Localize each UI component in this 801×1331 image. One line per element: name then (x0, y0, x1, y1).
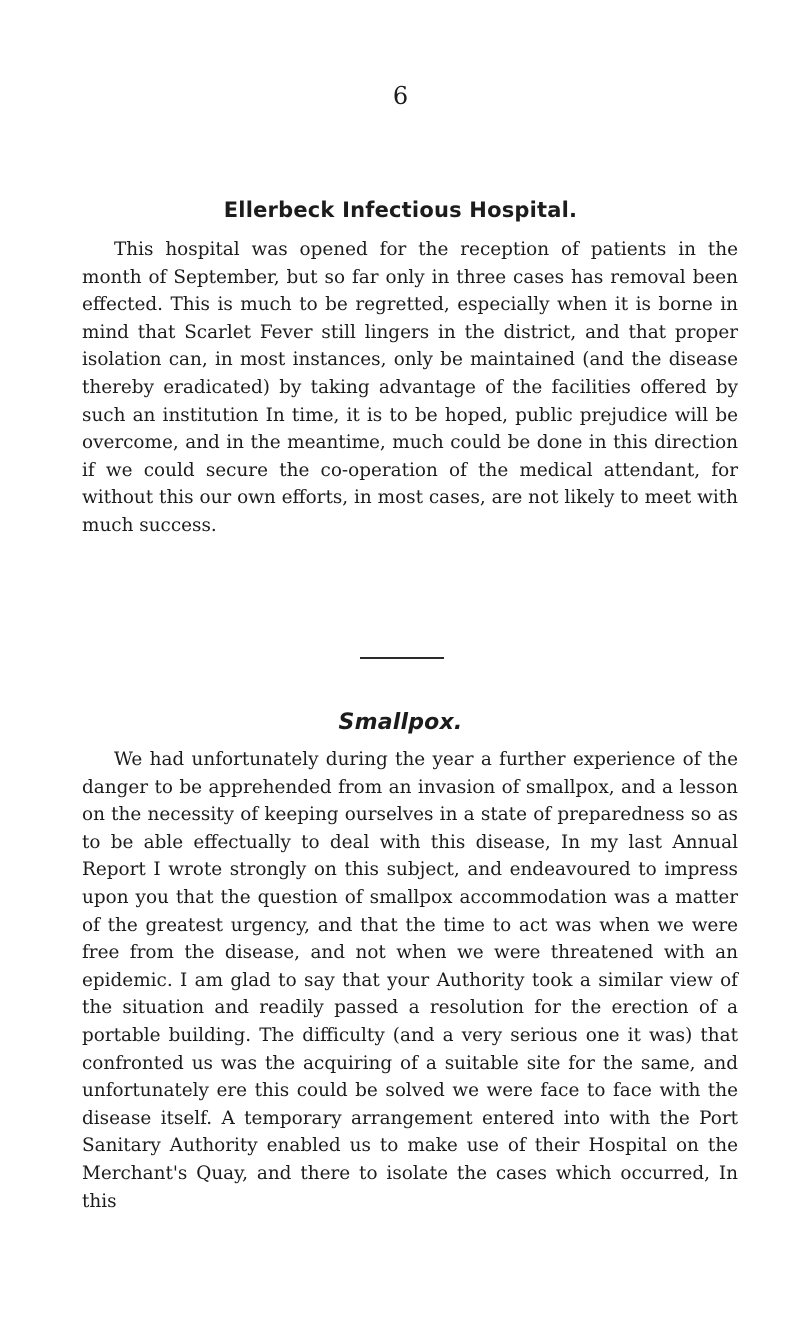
section-heading-smallpox: Smallpox. (338, 710, 463, 735)
section-divider (360, 657, 444, 659)
page-number: 6 (392, 82, 409, 110)
section-heading-infectious-hospital: Ellerbeck Infectious Hospital. (223, 198, 578, 222)
paragraph-infectious-hospital: This hospital was opened for the reception of patients in the month of September, but so far only in three cases has removal been effected. This is much to be regretted, especially when it is borne in mind that Scarlet Fever still lingers in the district, and that proper isolation can, in most instances, only be maintained (and the disease thereby eradicated) by taking advantage of the facilities offered by such an institution In time, it is to be hoped, public prejudice will be overcome, and in the meantime, much could be done in this direction if we could secure the co-operation of the medical attendant, for without this our own efforts, in most cases, are not likely to meet with much success. (82, 239, 738, 536)
paragraph-smallpox: We had unfortunately during the year a further experience of the danger to be apprehended from an invasion of smallpox, and a lesson on the necessity of keeping ourselves in a state of preparedness so as to be able effectually to deal with this disease, In my last Annual Report I wrote strongly on this subject, and endeavoured to impress upon you that the question of smallpox accommodation was a matter of the greatest urgency, and that the time to act was when we were free from the disease, and not when we were threatened with an epidemic. I am glad to say that your Authority took a similar view of the situation and readily passed a resolution for the erection of a portable building. The difficulty (and a very serious one it was) that confronted us was the acquiring of a suitable site for the same, and unfortunately ere this could be solved we were face to face with the disease itself. A temporary arrangement entered into with the Port Sanitary Authority enabled us to make use of their Hospital on the Merchant's Quay, and there to isolate the cases which occurred, In this (82, 749, 738, 1212)
